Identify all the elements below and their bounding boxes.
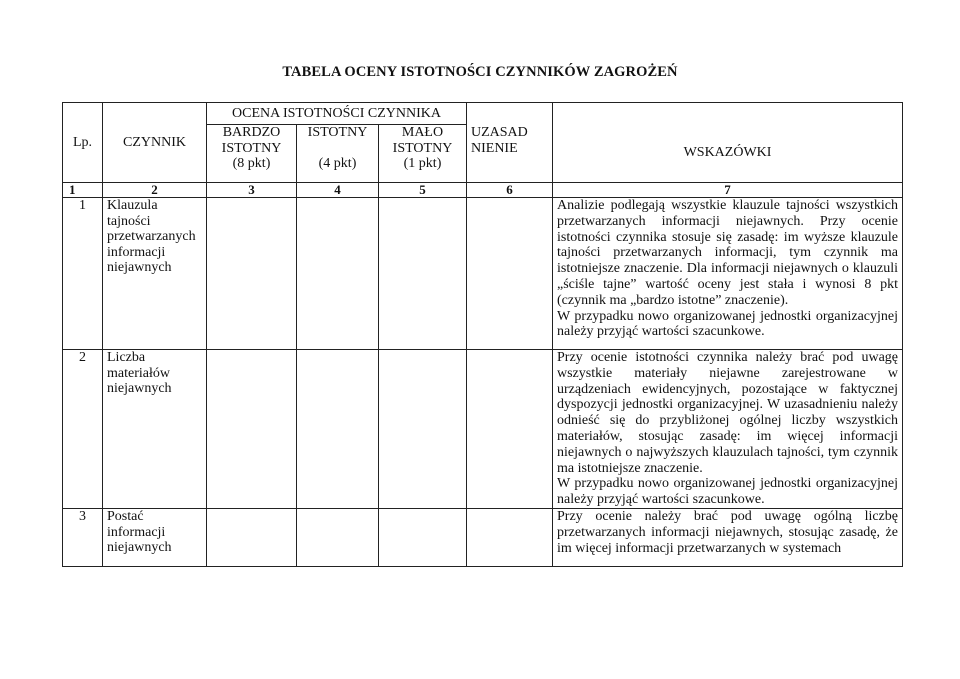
- column-number: 1: [63, 183, 103, 198]
- hint-paragraph: W przypadku nowo organizowanej jednostki organizacyjnej należy przyjąć wartości szacunkowe.: [557, 308, 898, 340]
- cell-malo-istotny[interactable]: [379, 198, 467, 350]
- factor-line: niejawnych: [107, 260, 172, 276]
- row-lp: 3: [63, 508, 103, 566]
- table-row: [63, 508, 903, 566]
- hint-paragraph: Przy ocenie należy brać pod uwagę ogólną liczbę przetwarzanych informacji niejawnych, stosując zasadę, że im więcej informacji przetwarzanych w systemach: [557, 508, 898, 556]
- cell-bardzo-istotny[interactable]: [207, 198, 297, 350]
- threat-assessment-table: [62, 102, 903, 567]
- header-istotny: [297, 125, 379, 183]
- column-number: 3: [207, 183, 297, 198]
- row-factor: [103, 508, 207, 566]
- cell-istotny[interactable]: [297, 508, 379, 566]
- column-number: 6: [467, 183, 553, 198]
- header-lp: Lp.: [63, 103, 103, 183]
- header-uzasadnienie-line2: NIENIE: [471, 140, 518, 156]
- cell-malo-istotny[interactable]: [379, 350, 467, 509]
- header-malo-istotny-line2: ISTOTNY: [392, 140, 453, 156]
- header-malo-istotny-line1: MAŁO: [401, 125, 444, 140]
- factor-line: niejawnych: [107, 381, 172, 397]
- header-malo-istotny-points: (1 pkt): [403, 156, 442, 172]
- hint-paragraph: Analizie podlegają wszystkie klauzule tajności wszystkich przetwarzanych informacji niejawnych. Przy ocenie istotności czynnika stosuje się zasadę: im wyższe klauzule tajności przetwarzanych informacji, tym czynnik ma istotniejsze znaczenie. Dla informacji niejawnych o klauzuli „ściśle tajne” wartość oceny jest stała i wynosi 8 pkt (czynnik ma „bardzo istotne” znaczenie).: [557, 198, 898, 308]
- header-bardzo-istotny-line1: BARDZO: [222, 125, 281, 140]
- header-bardzo-istotny: [207, 125, 297, 183]
- column-number: 2: [103, 183, 207, 198]
- column-number: 5: [379, 183, 467, 198]
- table-row: [63, 350, 903, 509]
- header-ocena: OCENA ISTOTNOŚCI CZYNNIKA: [207, 103, 467, 125]
- factor-line: informacji: [107, 244, 166, 260]
- factor-line: niejawnych: [107, 540, 172, 556]
- row-lp: 1: [63, 198, 103, 350]
- document-title: TABELA OCENY ISTOTNOŚCI CZYNNIKÓW ZAGROŻEŃ: [282, 64, 678, 80]
- header-uzasadnienie-line1: UZASAD: [471, 125, 528, 140]
- row-factor: [103, 198, 207, 350]
- cell-bardzo-istotny[interactable]: [207, 508, 297, 566]
- hint-paragraph: W przypadku nowo organizowanej jednostki organizacyjnej należy przyjąć wartości szacunkowe.: [557, 476, 898, 508]
- factor-line: przetwarzanych: [107, 229, 196, 245]
- cell-uzasadnienie[interactable]: [467, 350, 553, 509]
- header-wskazowki: WSKAZÓWKI: [553, 103, 903, 183]
- table-row: [63, 198, 903, 350]
- hint-paragraph: Przy ocenie istotności czynnika należy brać pod uwagę wszystkie materiały niejawne zarejestrowane w urządzeniach ewidencyjnych, pozostające w faktycznej dyspozycji jednostki organizacyjnej. W uzasadnieniu należy odnieść się do przybliżonej ogólnej liczby wszystkich materiałów, stosując zasadę: im więcej informacji niejawnych o najwyższych klauzulach tajności, tym czynnik ma istotniejsze znaczenie.: [557, 350, 898, 476]
- row-hint: [553, 198, 903, 350]
- cell-istotny[interactable]: [297, 198, 379, 350]
- factor-line: materiałów: [107, 365, 170, 381]
- cell-uzasadnienie[interactable]: [467, 198, 553, 350]
- factor-line: informacji: [107, 524, 166, 540]
- factor-line: tajności: [107, 213, 151, 229]
- row-factor: [103, 350, 207, 509]
- header-malo-istotny: [379, 125, 467, 183]
- column-number-row: [63, 183, 903, 198]
- column-number: 7: [553, 183, 903, 198]
- header-row-top: [63, 103, 903, 125]
- factor-line: Liczba: [107, 350, 146, 365]
- row-lp: 2: [63, 350, 103, 509]
- header-bardzo-istotny-points: (8 pkt): [232, 156, 271, 172]
- factor-line: Postać: [107, 508, 144, 524]
- row-hint: [553, 350, 903, 509]
- header-czynnik: CZYNNIK: [103, 103, 207, 183]
- header-istotny-points: (4 pkt): [318, 156, 357, 172]
- cell-istotny[interactable]: [297, 350, 379, 509]
- row-hint: [553, 508, 903, 566]
- header-uzasadnienie: [467, 103, 553, 183]
- column-number: 4: [297, 183, 379, 198]
- cell-malo-istotny[interactable]: [379, 508, 467, 566]
- header-bardzo-istotny-line2: ISTOTNY: [221, 140, 282, 156]
- header-istotny-line1: ISTOTNY: [307, 125, 368, 140]
- cell-uzasadnienie[interactable]: [467, 508, 553, 566]
- factor-line: Klauzula: [107, 198, 158, 213]
- cell-bardzo-istotny[interactable]: [207, 350, 297, 509]
